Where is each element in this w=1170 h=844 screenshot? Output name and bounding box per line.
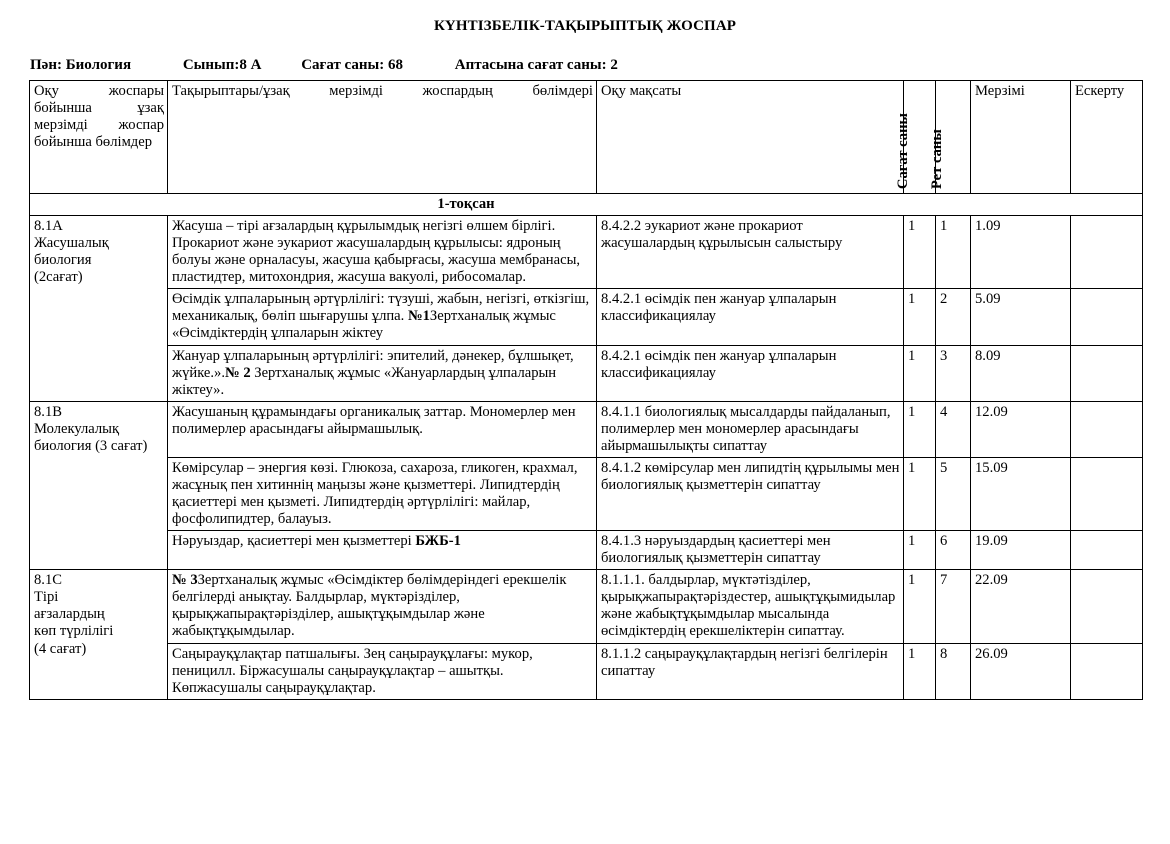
date-cell: 22.09 xyxy=(971,570,1071,643)
date-cell: 1.09 xyxy=(971,216,1071,289)
date-cell: 5.09 xyxy=(971,289,1071,345)
topic-cell: Жасушаның құрамындағы органикалық заттар. Мономерлер мен полимерлер арасындағы айырмашылық. xyxy=(168,401,597,457)
table-row xyxy=(30,531,1143,570)
learning-objective-cell: 8.4.1.2 көмірсулар мен липидтің құрылымы мен биологиялық қызметтерін сипаттау xyxy=(597,457,904,530)
hours-cell: 1 xyxy=(904,345,936,401)
table-row xyxy=(30,457,1143,530)
order-cell: 7 xyxy=(936,570,971,643)
topic-cell: Нәруыздар, қасиеттері мен қызметтері БЖБ-1 xyxy=(168,531,597,570)
order-cell: 5 xyxy=(936,457,971,530)
header-row xyxy=(30,81,1143,194)
calendar-thematic-plan-table xyxy=(29,80,1143,700)
document-meta xyxy=(0,57,1170,74)
learning-objective-cell: 8.4.2.2 эукариот және прокариот жасушалардың құрылысын салыстыру xyxy=(597,216,904,289)
quarter-banner-cell xyxy=(30,194,1143,216)
hours-cell: 1 xyxy=(904,457,936,530)
learning-objective-cell: 8.4.1.1 биологиялық мысалдарды пайдаланып, полимерлер мен мономерлер арасындағы айырмашылықты сипаттау xyxy=(597,401,904,457)
order-cell: 8 xyxy=(936,643,971,699)
date-cell: 26.09 xyxy=(971,643,1071,699)
table-row xyxy=(30,345,1143,401)
note-cell xyxy=(1071,401,1143,457)
hours-cell: 1 xyxy=(904,401,936,457)
table-row xyxy=(30,216,1143,289)
topic-cell: Жануар ұлпаларының әртүрлілігі: эпителий, дәнекер, бұлшықет, жүйке.».№ 2 Зертханалық жұмыс «Жануарлардың ұлпаларын жіктеу». xyxy=(168,345,597,401)
order-cell: 6 xyxy=(936,531,971,570)
hours-cell: 1 xyxy=(904,531,936,570)
note-cell xyxy=(1071,457,1143,530)
column-header-hours-label: Сағат саны xyxy=(894,113,911,189)
quarter-banner-row xyxy=(30,194,1143,216)
hours-cell: 1 xyxy=(904,643,936,699)
topic-cell: № 3Зертханалық жұмыс «Өсімдіктер бөлімдеріндегі ерекшелік белгілерді анықтау. Балдырлар, мүктәрізділер, қырықжапырақтәрізділер, ашықтұқымдылар және жабықтұқымдылар. xyxy=(168,570,597,643)
column-header-goal-label: Оқу мақсаты xyxy=(601,83,682,99)
topic-cell: Жасуша – тірі ағзалардың құрылымдық негізгі өлшем бірлігі. Прокариот және эукариот жасушалардың құрылысы: ядроның болуы және орналасуы, жасуша қабырғасы, жасуша мембранасы, пластидтер, митохондрия, жасуша вакуолі, рибосомалар. xyxy=(168,216,597,289)
learning-objective-cell: 8.4.1.3 нәруыздардың қасиеттері мен биологиялық қызметтерін сипаттау xyxy=(597,531,904,570)
hours-cell: 1 xyxy=(904,216,936,289)
table-row xyxy=(30,643,1143,699)
column-header-order-label: Рет саны xyxy=(928,129,945,189)
quarter-banner-label: 1-тоқсан xyxy=(437,196,495,212)
column-header-topic xyxy=(168,81,597,194)
table-body xyxy=(30,194,1143,700)
note-cell xyxy=(1071,531,1143,570)
column-header-note-label: Ескерту xyxy=(1075,83,1125,99)
order-cell: 4 xyxy=(936,401,971,457)
learning-objective-cell: 8.4.2.1 өсімдік пен жануар ұлпаларын классификациялау xyxy=(597,289,904,345)
column-header-section xyxy=(30,81,168,194)
table-row xyxy=(30,289,1143,345)
column-header-date-label: Мерзімі xyxy=(975,83,1025,99)
meta-subject: Пән: Биология xyxy=(30,57,132,73)
hours-cell: 1 xyxy=(904,289,936,345)
note-cell xyxy=(1071,289,1143,345)
section-label-cell: 8.1А Жасушалық биология (2сағат) xyxy=(30,216,168,402)
order-cell: 1 xyxy=(936,216,971,289)
column-header-goal xyxy=(597,81,904,194)
table-row xyxy=(30,570,1143,643)
column-header-order xyxy=(928,81,971,194)
order-cell: 3 xyxy=(936,345,971,401)
date-cell: 15.09 xyxy=(971,457,1071,530)
topic-cell: Көмірсулар – энергия көзі. Глюкоза, сахароза, гликоген, крахмал, жасұнық пен хитиннің маңызы және қызметтері. Липидтердің қасиеттері мен қызметі. Липидтердің әртүрлілігі: майлар, фосфолипидтер, балауыз. xyxy=(168,457,597,530)
page-title: КҮНТІЗБЕЛІК-ТАҚЫРЫПТЫҚ ЖОСПАР xyxy=(433,18,737,34)
topic-cell: Саңырауқұлақтар патшалығы. Зең саңырауқұлағы: мукор, пеницилл. Біржасушалы саңырауқұлақтар – ашытқы. Көпжасушалы саңырауқұлақтар. xyxy=(168,643,597,699)
topic-cell: Өсімдік ұлпаларының әртүрлілігі: түзуші, жабын, негізгі, өткізгіш, механикалық, бөліп шығарушы ұлпа. №1Зертханалық жұмыс «Өсімдіктердің ұлпаларын жіктеу xyxy=(168,289,597,345)
date-cell: 8.09 xyxy=(971,345,1071,401)
note-cell xyxy=(1071,345,1143,401)
column-header-date xyxy=(971,81,1071,194)
document-page xyxy=(0,17,1170,844)
date-cell: 12.09 xyxy=(971,401,1071,457)
note-cell xyxy=(1071,643,1143,699)
date-cell: 19.09 xyxy=(971,531,1071,570)
section-label-cell: 8.1В Молекулалық биология (3 сағат) xyxy=(30,401,168,570)
vertical-text-wrap-order xyxy=(928,83,967,191)
learning-objective-cell: 8.1.1.1. балдырлар, мүктәтізділер, қырықжапырақтәріздестер, ашықтұқымидылар және жабықтұқымдылар мысалында өсімдіктердің ерекшеліктерін сипаттау. xyxy=(597,570,904,643)
table-row xyxy=(30,401,1143,457)
meta-total-hours: Сағат саны: 68 xyxy=(301,57,404,73)
section-label-cell: 8.1С Тірі ағзалардың көп түрлілігі (4 сағат) xyxy=(30,570,168,699)
hours-cell: 1 xyxy=(904,570,936,643)
note-cell xyxy=(1071,216,1143,289)
meta-weekly-hours: Аптасына сағат саны: 2 xyxy=(454,57,618,73)
column-header-section-label: Оқу жоспары бойынша ұзақ мерзімді жоспар бойынша бөлімдер xyxy=(34,83,164,151)
learning-objective-cell: 8.4.2.1 өсімдік пен жануар ұлпаларын классификациялау xyxy=(597,345,904,401)
learning-objective-cell: 8.1.1.2 саңырауқұлақтардың негізгі белгілерін сипаттау xyxy=(597,643,904,699)
column-header-topic-label: Тақырыптары/ұзақ мерзімді жоспардың бөлімдері xyxy=(172,83,593,99)
order-cell: 2 xyxy=(936,289,971,345)
note-cell xyxy=(1071,570,1143,643)
meta-grade: Сынып:8 А xyxy=(182,57,262,73)
column-header-note xyxy=(1071,81,1143,194)
table-header xyxy=(30,81,1143,194)
